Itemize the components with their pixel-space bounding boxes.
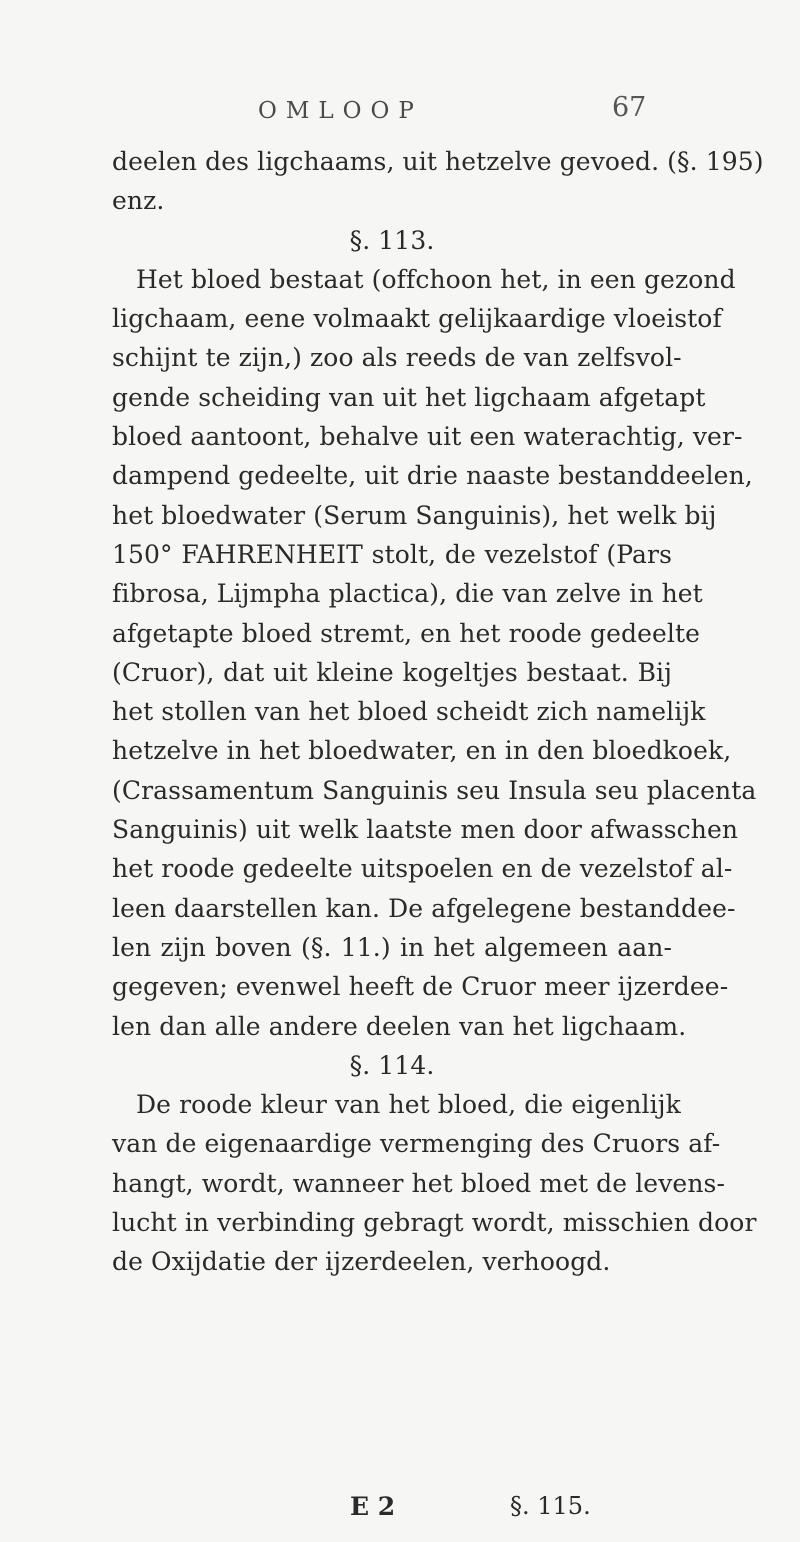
text-line: gende scheiding van uit het ligchaam afgetapt bbox=[112, 382, 706, 412]
text-line: fibrosa, Lijmpha plactica), die van zelve in het bbox=[112, 579, 703, 609]
text-line: gegeven; evenwel heeft de Cruor meer ijzerdee- bbox=[112, 972, 729, 1002]
text-line: leen daarstellen kan. De afgelegene bestanddee- bbox=[112, 893, 736, 923]
body-text bbox=[112, 142, 764, 1282]
text-line: len dan alle andere deelen van het ligchaam. bbox=[112, 1011, 687, 1041]
text-line: dampend gedeelte, uit drie naaste bestanddeelen, bbox=[112, 461, 753, 491]
text-line: het stollen van het bloed scheidt zich namelijk bbox=[112, 697, 706, 727]
text-line: enz. bbox=[112, 186, 165, 216]
catchword: §. 115. bbox=[510, 1492, 591, 1520]
text-line: hangt, wordt, wanneer het bloed met de levens- bbox=[112, 1168, 725, 1198]
text-line: (Crassamentum Sanguinis seu Insula seu placenta bbox=[112, 775, 757, 805]
text-line: De roode kleur van het bloed, die eigenlijk bbox=[136, 1090, 681, 1120]
text-line: Het bloed bestaat (offchoon het, in een gezond bbox=[136, 264, 736, 294]
signature-mark: E 2 bbox=[350, 1492, 396, 1521]
text-line: hetzelve in het bloedwater, en in den bloedkoek, bbox=[112, 736, 732, 766]
text-line: de Oxijdatie der ijzerdeelen, verhoogd. bbox=[112, 1247, 611, 1277]
text-line: lucht in verbinding gebragt wordt, misschien door bbox=[112, 1208, 757, 1238]
text-line: deelen des ligchaams, uit hetzelve gevoed. (§. 195) bbox=[112, 147, 764, 176]
text-line: het bloedwater (Serum Sanguinis), het welk bij bbox=[112, 500, 717, 530]
text-line: schijnt te zijn,) zoo als reeds de van zelfsvol- bbox=[112, 343, 682, 373]
text-line: Sanguinis) uit welk laatste men door afwasschen bbox=[112, 815, 739, 845]
text-line: van de eigenaardige vermenging des Cruors af- bbox=[112, 1129, 721, 1159]
running-head bbox=[0, 92, 800, 138]
text-line: afgetapte bloed stremt, en het roode gedeelte bbox=[112, 618, 701, 648]
text-line: 150° FAHRENHEIT stolt, de vezelstof (Pars bbox=[112, 539, 672, 569]
text-line: len zijn boven (§. 11.) in het algemeen aan- bbox=[112, 932, 672, 962]
text-line: ligchaam, eene volmaakt gelijkaardige vloeistof bbox=[112, 304, 722, 334]
page-number: 67 bbox=[612, 92, 647, 123]
page-footer bbox=[0, 1492, 800, 1532]
text-line: het roode gedeelte uitspoelen en de vezelstof al- bbox=[112, 854, 733, 884]
running-title: OMLOOP bbox=[258, 98, 423, 124]
text-line: bloed aantoont, behalve uit een waterachtig, ver- bbox=[112, 422, 743, 452]
section-heading: §. 113. bbox=[349, 225, 435, 255]
text-line: (Cruor), dat uit kleine kogeltjes bestaat. Bij bbox=[112, 657, 672, 687]
section-heading: §. 114. bbox=[349, 1050, 435, 1080]
